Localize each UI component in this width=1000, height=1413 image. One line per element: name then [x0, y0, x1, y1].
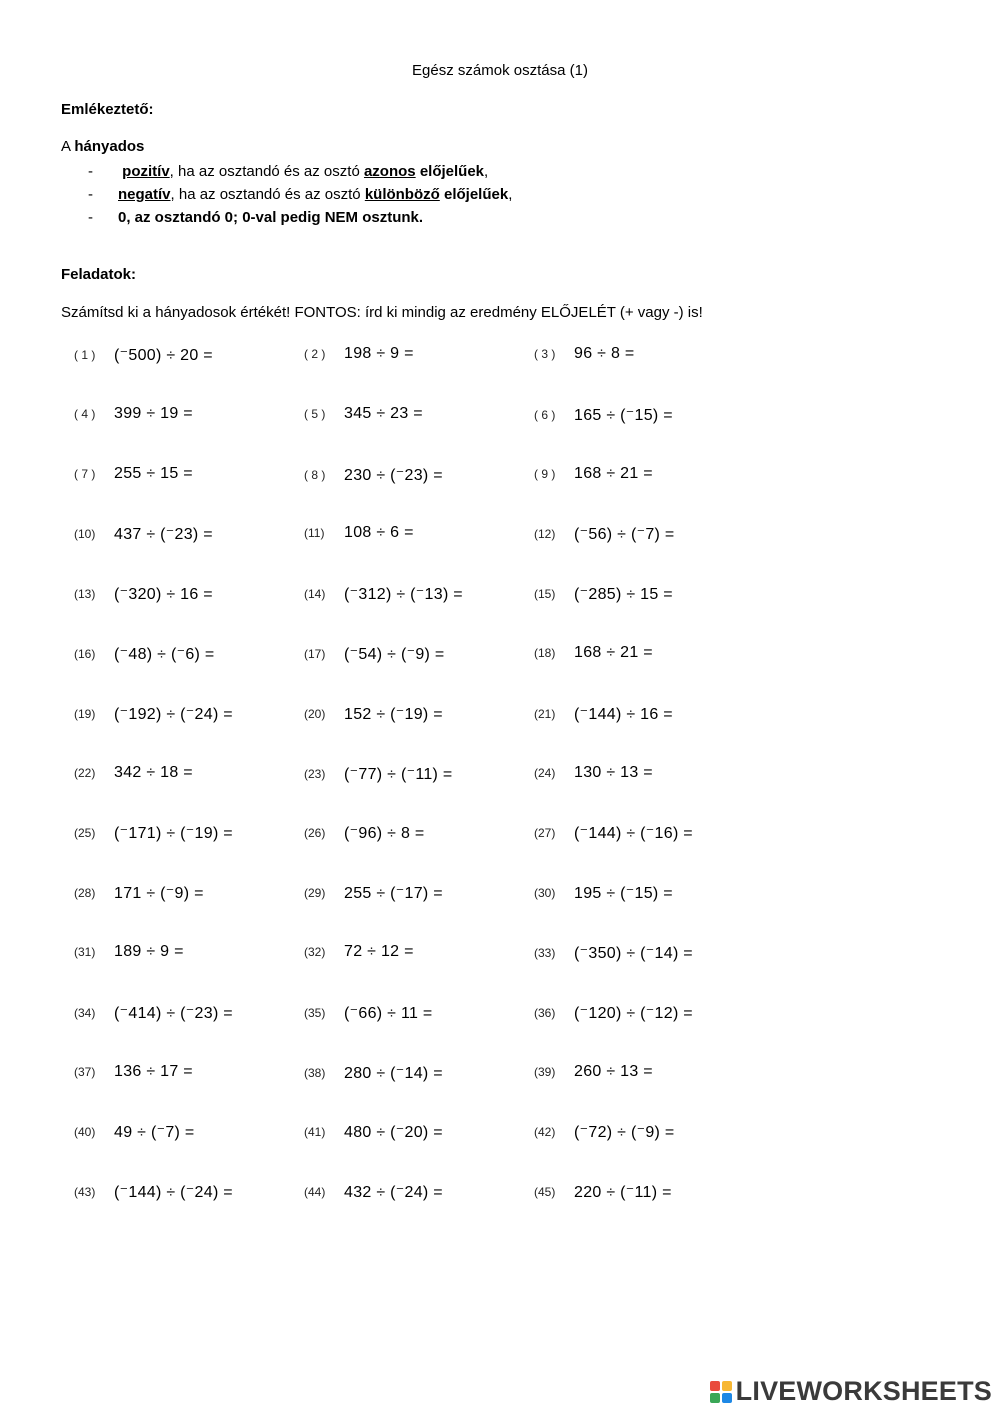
exercise-expression: (⁻350) ÷ (⁻14) = [574, 944, 693, 962]
exercise-number: (21) [534, 706, 556, 721]
exercise-item [74, 823, 233, 843]
bullet-dash: - [88, 163, 93, 180]
exercise-item [304, 644, 445, 664]
exercise-item [304, 405, 423, 423]
exercise-expression: 136 ÷ 17 = [114, 1062, 193, 1080]
exercise-number: (43) [74, 1185, 96, 1200]
exercise-expression: 280 ÷ (⁻14) = [344, 1064, 443, 1082]
exercise-expression: 195 ÷ (⁻15) = [574, 885, 673, 903]
rule-word-negative: negatív [118, 186, 171, 203]
exercise-expression: (⁻48) ÷ (⁻6) = [114, 645, 215, 663]
exercise-expression: 108 ÷ 6 = [344, 524, 414, 542]
exercise-expression: 255 ÷ (⁻17) = [344, 885, 443, 903]
exercise-number: (45) [534, 1185, 556, 1200]
exercise-number: (13) [74, 587, 96, 602]
rule-key-same: azonos [363, 163, 416, 180]
exercise-expression: 72 ÷ 12 = [344, 942, 414, 960]
exercise-expression: 96 ÷ 8 = [574, 345, 635, 362]
exercise-number: (11) [304, 526, 325, 541]
exercise-expression: (⁻72) ÷ (⁻9) = [574, 1124, 675, 1142]
rule-key-different: különböző [364, 186, 440, 203]
exercise-number: (31) [74, 944, 96, 959]
exercise-number: (33) [534, 945, 556, 960]
exercise-expression: (⁻500) ÷ 20 = [114, 347, 213, 364]
exercise-number: (15) [534, 587, 556, 602]
exercise-item [74, 405, 193, 423]
exercise-number: (22) [74, 765, 96, 780]
quotient-line [61, 138, 144, 155]
exercise-number: (18) [534, 645, 556, 660]
exercise-item [74, 883, 204, 903]
exercise-item [304, 345, 414, 363]
exercise-expression: (⁻120) ÷ (⁻12) = [574, 1004, 693, 1022]
exercise-expression: 165 ÷ (⁻15) = [574, 406, 673, 424]
exercise-expression: 198 ÷ 9 = [344, 345, 414, 362]
exercise-item [74, 704, 233, 724]
logo-text: LIVEWORKSHEETS [735, 1376, 992, 1406]
logo-square [722, 1393, 732, 1403]
exercise-item [534, 1182, 672, 1202]
exercise-expression: (⁻192) ÷ (⁻24) = [114, 705, 233, 723]
exercise-number: (44) [304, 1185, 326, 1200]
exercise-item [534, 405, 673, 425]
exercise-item [304, 823, 425, 843]
exercise-item [304, 943, 414, 961]
exercise-expression: (⁻54) ÷ (⁻9) = [344, 645, 445, 663]
exercise-expression: 130 ÷ 13 = [574, 763, 653, 781]
exercise-expression: 152 ÷ (⁻19) = [344, 705, 443, 723]
exercise-number: (26) [304, 826, 326, 841]
exercise-expression: 255 ÷ 15 = [114, 464, 193, 482]
exercise-number: ( 1 ) [74, 348, 96, 362]
exercise-expression: (⁻144) ÷ 16 = [574, 705, 673, 723]
exercise-number: (20) [304, 706, 326, 721]
exercise-item [304, 1063, 443, 1083]
quotient-word: hányados [74, 138, 145, 155]
exercise-number: ( 2 ) [304, 347, 326, 361]
exercise-expression: (⁻414) ÷ (⁻23) = [114, 1004, 233, 1022]
exercise-number: (19) [74, 706, 96, 721]
exercise-expression: 230 ÷ (⁻23) = [344, 466, 443, 484]
exercise-item [74, 943, 184, 961]
rule-list [88, 160, 512, 229]
exercise-number: (30) [534, 886, 556, 901]
exercise-expression: 342 ÷ 18 = [114, 763, 193, 781]
exercise-expression: 437 ÷ (⁻23) = [114, 526, 213, 544]
exercise-item [304, 883, 443, 903]
rule-negative [88, 183, 512, 206]
exercise-expression: 399 ÷ 19 = [114, 404, 193, 422]
exercise-number: (34) [74, 1005, 96, 1020]
logo-square [710, 1393, 720, 1403]
exercise-item [74, 345, 213, 365]
rule-tail: , [508, 186, 513, 203]
exercise-item [304, 764, 453, 784]
exercise-item [304, 584, 463, 604]
exercise-expression: (⁻144) ÷ (⁻24) = [114, 1184, 233, 1202]
exercise-number: ( 6 ) [534, 407, 556, 422]
exercise-expression: 480 ÷ (⁻20) = [344, 1124, 443, 1142]
exercise-number: (40) [74, 1125, 96, 1140]
exercise-number: (17) [304, 646, 326, 661]
exercise-item [534, 584, 673, 604]
exercise-item [74, 764, 193, 782]
exercise-number: (39) [534, 1064, 556, 1079]
exercise-item [304, 465, 443, 485]
exercise-number: (38) [304, 1065, 326, 1080]
rule-mid: , ha az osztandó és az osztó [169, 163, 364, 180]
exercise-item [534, 465, 653, 483]
exercise-number: (29) [304, 886, 326, 901]
rule-positive [88, 160, 512, 183]
exercise-item [534, 823, 693, 843]
exercise-number: (25) [74, 826, 96, 841]
rule-end: előjelűek [419, 163, 485, 180]
exercise-item [534, 883, 673, 903]
rule-zero-text: 0, az osztandó 0; 0-val pedig NEM osztunk. [118, 209, 424, 226]
bullet-dash: - [88, 209, 93, 226]
exercise-item [74, 1003, 233, 1023]
rule-positive-text [118, 160, 488, 183]
exercise-expression: (⁻320) ÷ 16 = [114, 586, 213, 604]
liveworksheets-logo [710, 1376, 992, 1407]
exercise-expression: 171 ÷ (⁻9) = [114, 885, 204, 903]
exercise-number: ( 4 ) [74, 406, 96, 421]
exercise-item [534, 524, 675, 544]
exercise-number: (27) [534, 826, 556, 841]
exercise-item [304, 1003, 433, 1023]
rule-end: előjelűek [443, 186, 509, 203]
exercise-item [74, 1182, 233, 1202]
rule-mid: , ha az osztandó és az osztó [170, 186, 365, 203]
exercise-number: (37) [74, 1064, 96, 1079]
exercise-expression: (⁻144) ÷ (⁻16) = [574, 825, 693, 843]
exercise-item [74, 1063, 193, 1081]
exercise-expression: 260 ÷ 13 = [574, 1062, 653, 1080]
exercise-item [304, 704, 443, 724]
exercise-expression: (⁻312) ÷ (⁻13) = [344, 586, 463, 604]
exercise-expression: 49 ÷ (⁻7) = [114, 1124, 195, 1142]
tasks-heading: Feladatok: [61, 266, 137, 283]
exercise-expression: (⁻285) ÷ 15 = [574, 586, 673, 604]
exercise-expression: (⁻171) ÷ (⁻19) = [114, 825, 233, 843]
exercise-expression: 345 ÷ 23 = [344, 404, 423, 422]
exercise-expression: 220 ÷ (⁻11) = [574, 1184, 672, 1202]
exercise-item [534, 345, 635, 363]
exercise-item [534, 704, 673, 724]
exercise-number: ( 8 ) [304, 467, 326, 482]
rule-tail: , [484, 163, 489, 180]
exercise-item [534, 1003, 693, 1023]
exercise-item [304, 1182, 443, 1202]
rule-negative-text [118, 183, 512, 206]
exercise-expression: 168 ÷ 21 = [574, 464, 653, 482]
exercise-expression: (⁻77) ÷ (⁻11) = [344, 765, 453, 783]
exercise-expression: (⁻66) ÷ 11 = [344, 1004, 433, 1022]
logo-mark-icon [710, 1381, 732, 1403]
exercise-number: (10) [74, 527, 96, 542]
logo-square [722, 1381, 732, 1391]
exercise-number: ( 7 ) [74, 466, 96, 481]
exercise-number: ( 5 ) [304, 406, 326, 421]
exercise-item [74, 1122, 195, 1142]
logo-square [710, 1381, 720, 1391]
exercise-item [74, 465, 193, 483]
exercise-number: ( 9 ) [534, 466, 556, 481]
exercise-number: (14) [304, 587, 326, 602]
exercise-item [534, 943, 693, 963]
exercise-number: (23) [304, 766, 326, 781]
exercise-item [534, 764, 653, 782]
exercise-item [304, 1122, 443, 1142]
exercise-number: (36) [534, 1005, 556, 1020]
exercise-number: (32) [304, 944, 326, 959]
rule-zero [88, 206, 512, 229]
tasks-instruction: Számítsd ki a hányadosok értékét! FONTOS: írd ki mindig az eredmény ELŐJELÉT (+ vagy -) is! [61, 304, 703, 321]
exercise-number: (16) [74, 646, 96, 661]
exercise-number: (42) [534, 1125, 556, 1140]
exercise-expression: 189 ÷ 9 = [114, 942, 184, 960]
page-title: Egész számok osztása (1) [412, 62, 588, 79]
exercise-expression: 168 ÷ 21 = [574, 643, 653, 661]
quotient-prefix: A [61, 138, 75, 155]
bullet-dash: - [88, 186, 93, 203]
exercise-number: (24) [534, 765, 556, 780]
exercise-item [534, 644, 653, 662]
reminder-heading: Emlékeztető: [61, 101, 154, 118]
exercise-item [304, 524, 414, 542]
exercise-number: (28) [74, 886, 96, 901]
exercise-item [534, 1122, 675, 1142]
exercise-number: (35) [304, 1005, 326, 1020]
exercise-expression: (⁻56) ÷ (⁻7) = [574, 526, 675, 544]
exercise-number: (12) [534, 527, 556, 542]
exercise-expression: (⁻96) ÷ 8 = [344, 825, 425, 843]
exercise-expression: 432 ÷ (⁻24) = [344, 1184, 443, 1202]
rule-word-positive: pozitív [122, 163, 170, 180]
exercise-item [74, 524, 213, 544]
exercise-number: ( 3 ) [534, 347, 556, 361]
exercise-number: (41) [304, 1125, 326, 1140]
exercise-item [74, 644, 215, 664]
exercise-item [74, 584, 213, 604]
exercise-item [534, 1063, 653, 1081]
